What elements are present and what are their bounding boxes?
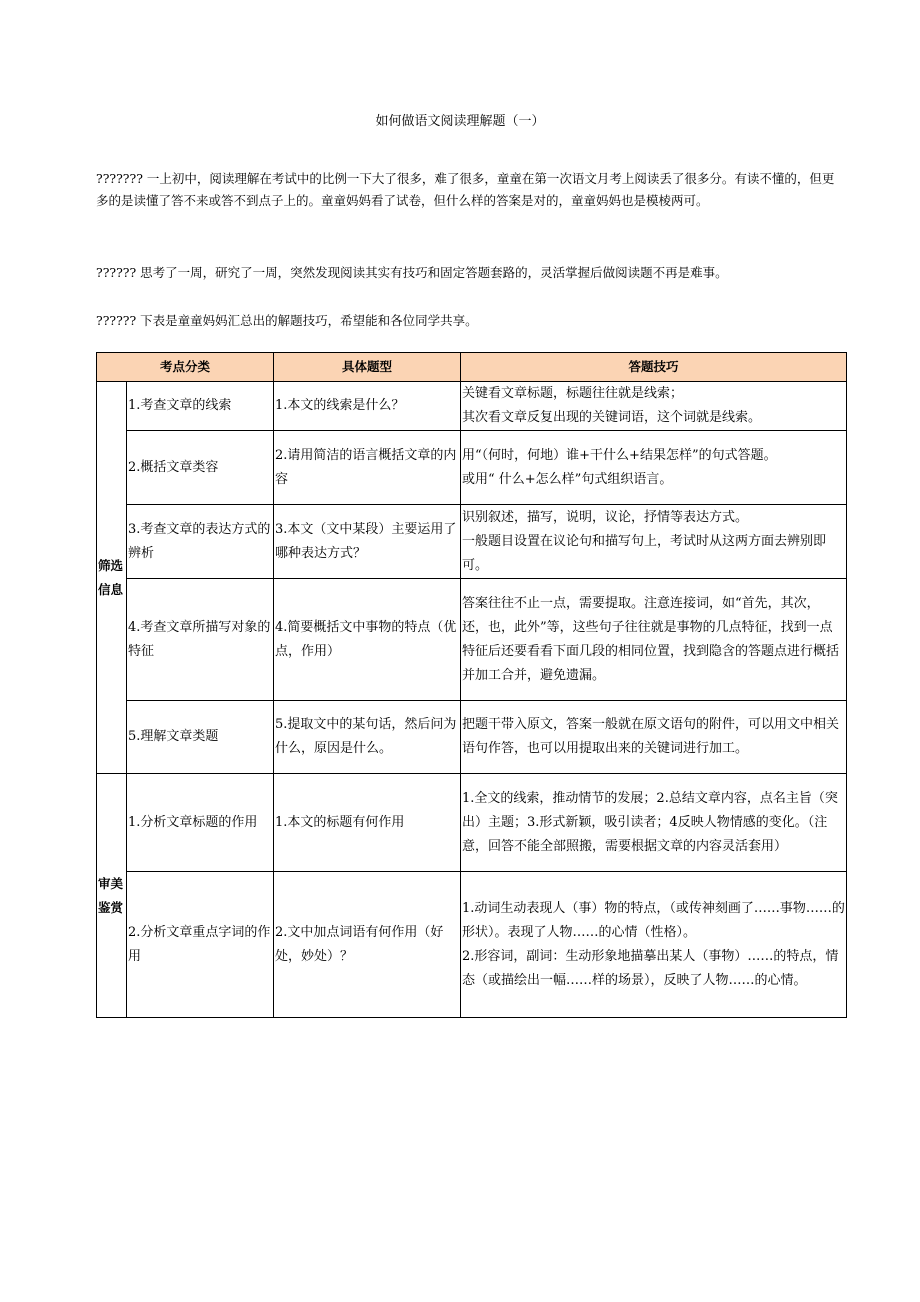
table-row (97, 872, 847, 1018)
category-cell: 筛选信息 (97, 382, 127, 774)
intro-paragraph-3: ?????? 下表是童童妈妈汇总出的解题技巧，希望能和各位同学共享。 (96, 313, 478, 328)
tip-line: 用“（何时，何地）谁+干什么+结果怎样”的句式答题。 (462, 447, 777, 463)
point-cell: 1.分析文章标题的作用 (127, 774, 274, 872)
tip-line: 识别叙述，描写，说明，议论，抒情等表达方式。 (462, 509, 749, 525)
tip-line: 答案往往不止一点，需要提取。注意连接词，如“首先，其次，还，也，此外”等，这些句子往往就是事物的几点特征，找到一点特征后还要看看下面几段的相同位置，找到隐含的答题点进行概括并加工合并，避免遗漏。 (462, 595, 840, 683)
header-question-type: 具体题型 (274, 353, 461, 382)
point-cell: 4.考查文章所描写对象的特征 (127, 579, 274, 701)
tips-cell (461, 505, 847, 579)
table-row (97, 701, 847, 774)
intro-paragraph-2: ?????? 思考了一周，研究了一周，突然发现阅读其实有技巧和固定答题套路的，灵活掌握后做阅读题不再是难事。 (96, 265, 728, 280)
tip-line: 关键看文章标题，标题往往就是线索； (462, 386, 684, 401)
tip-line: 把题干带入原文，答案一般就在原文语句的附件，可以用文中相关语句作答，也可以用提取出来的关键词进行加工。 (462, 717, 840, 756)
point-cell: 2.概括文章类容 (127, 431, 274, 505)
table-row (97, 382, 847, 431)
point-cell: 1.考查文章的线索 (127, 382, 274, 431)
tips-cell (461, 382, 847, 431)
table-header-row (97, 353, 847, 382)
type-cell: 2.文中加点词语有何作用（好处，妙处）？ (274, 872, 461, 1018)
point-cell: 3.考查文章的表达方式的辨析 (127, 505, 274, 579)
tip-line: 1.全文的线索，推动情节的发展；2.总结文章内容，点名主旨（突出）主题；3.形式新颖，吸引读者；4反映人物情感的变化。（注意，回答不能全部照搬，需要根据文章的内容灵活套用） (462, 790, 838, 854)
tip-line: 2.形容词，副词：生动形象地描摹出某人（事物）……的特点，情态（或描绘出一幅……样的场景），反映了人物……的心情。 (462, 948, 839, 988)
type-cell: 5.提取文中的某句话，然后问为什么，原因是什么。 (274, 701, 461, 774)
header-answer-tips: 答题技巧 (461, 353, 847, 382)
point-cell: 5.理解文章类题 (127, 701, 274, 774)
header-category: 考点分类 (97, 353, 274, 382)
type-cell: 1.本文的标题有何作用 (274, 774, 461, 872)
tip-line: 1.动词生动表现人（事）物的特点，（或传神刻画了……事物……的形状）。表现了人物……的心情（性格）。 (462, 900, 845, 940)
type-cell: 1.本文的线索是什么？ (274, 382, 461, 431)
type-cell: 2.请用简洁的语言概括文章的内容 (274, 431, 461, 505)
type-cell: 3.本文（文中某段）主要运用了哪种表达方式？ (274, 505, 461, 579)
tips-cell (461, 872, 847, 1018)
tips-cell (461, 701, 847, 774)
tip-line: 或用“ 什么+怎么样”句式组织语言。 (462, 471, 673, 487)
table-row (97, 505, 847, 579)
tip-line: 一般题目设置在议论句和描写句上，考试时从这两方面去辨别即可。 (462, 533, 827, 573)
table-row (97, 431, 847, 505)
category-cell: 审美鉴赏 (97, 774, 127, 1018)
intro-paragraph-1: ??????? 一上初中，阅读理解在考试中的比例一下大了很多，难了很多，童童在第一次语文月考上阅读丢了很多分。有读不懂的，但更多的是读懂了答不来或答不到点子上的。童童妈妈看了试卷，但什么样的答案是对的，童童妈妈也是模棱两可。 (96, 171, 835, 208)
tip-line: 其次看文章反复出现的关键词语，这个词就是线索。 (462, 410, 762, 425)
type-cell: 4.简要概括文中事物的特点（优点，作用） (274, 579, 461, 701)
table-row (97, 774, 847, 872)
tips-cell (461, 774, 847, 872)
tips-cell (461, 431, 847, 505)
page-title: 如何做语文阅读理解题（一） (375, 114, 545, 129)
table-row (97, 579, 847, 701)
point-cell: 2.分析文章重点字词的作用 (127, 872, 274, 1018)
tips-table (96, 352, 847, 1018)
tips-cell (461, 579, 847, 701)
